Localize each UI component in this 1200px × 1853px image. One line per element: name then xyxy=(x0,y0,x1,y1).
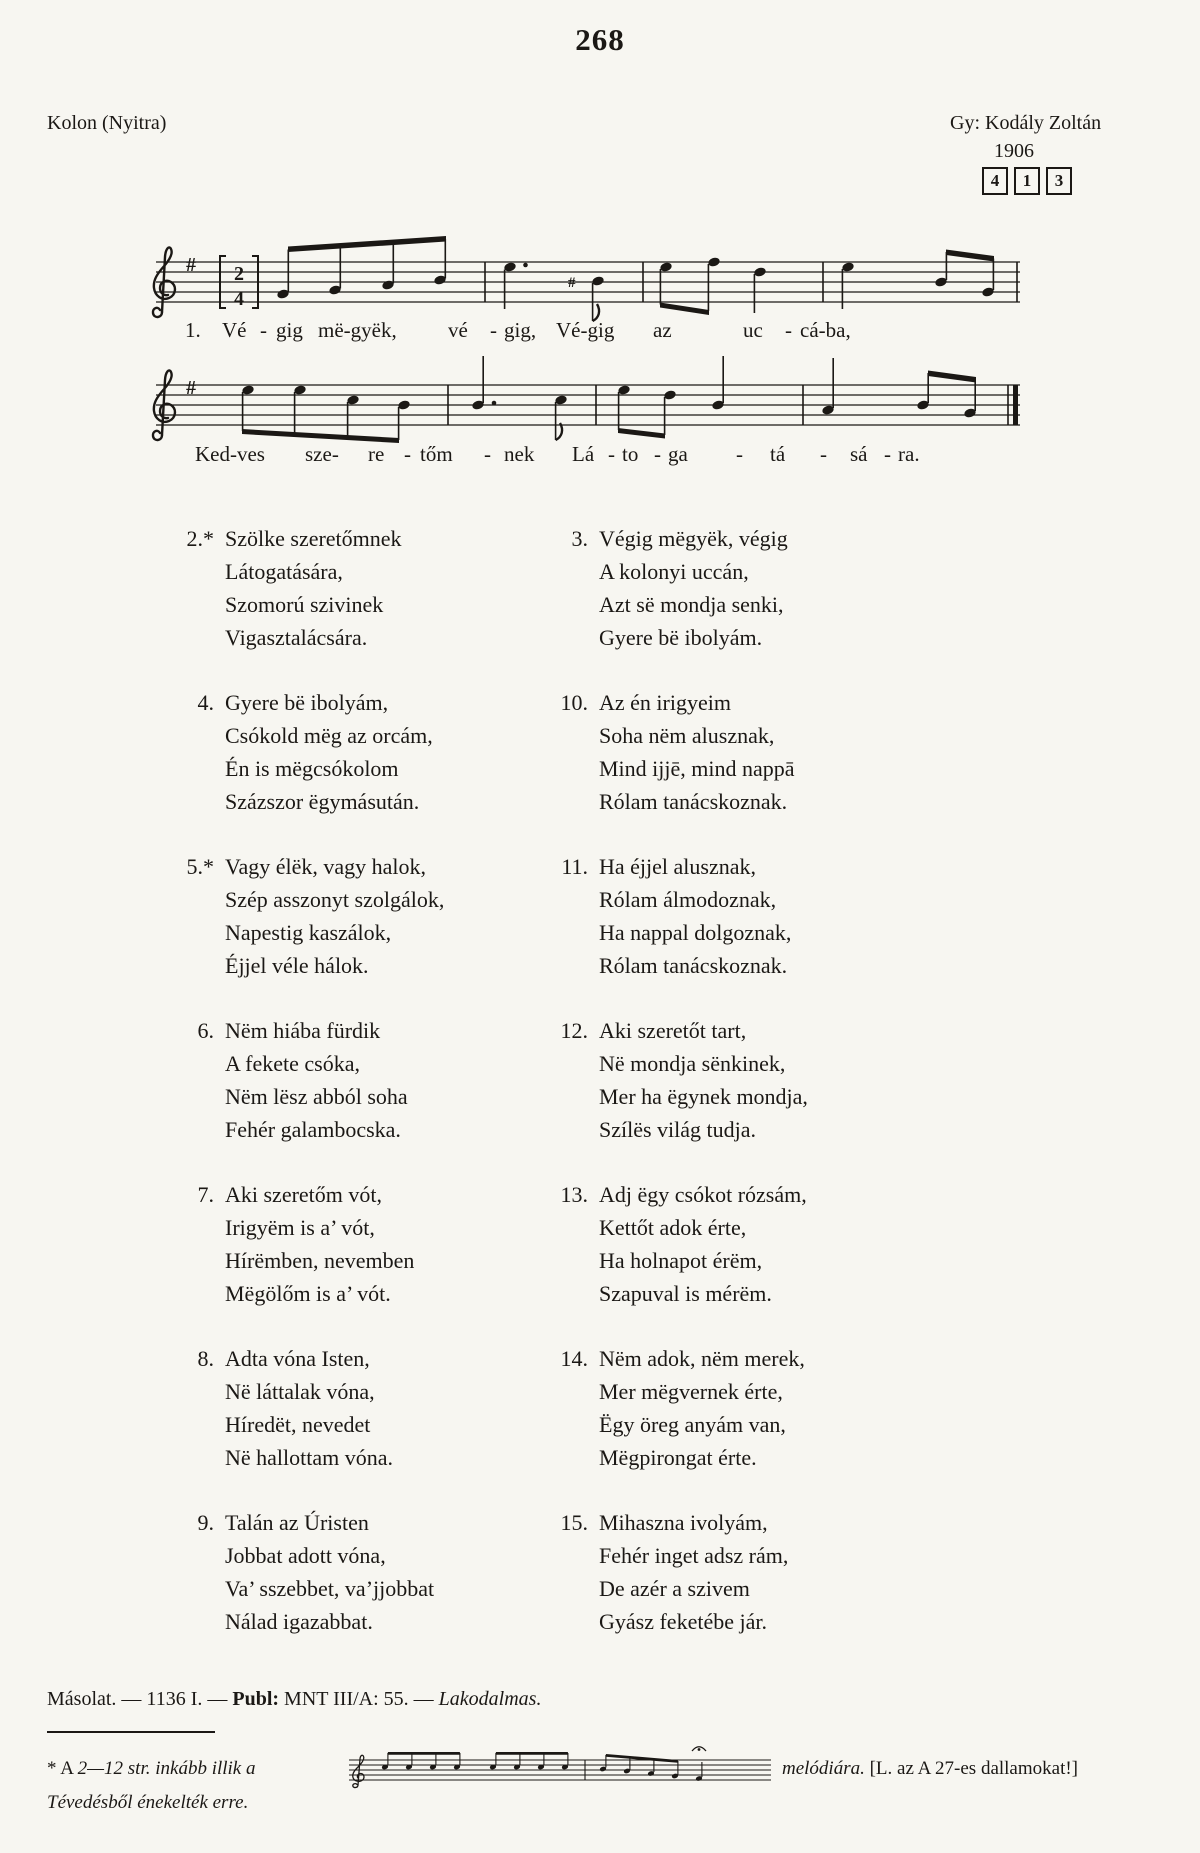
verse-line: Hírëmben, nevemben xyxy=(225,1248,415,1273)
verse-line: Éjjel véle hálok. xyxy=(225,953,369,978)
lyric-syllable: az xyxy=(653,318,672,342)
verse-text xyxy=(599,686,795,818)
verse-line: Az én irigyeim xyxy=(599,690,731,715)
lyrics-line-2 xyxy=(148,442,1048,470)
verse-block xyxy=(170,1014,540,1146)
verse-block xyxy=(544,1014,984,1146)
verse-line: Vigasztalácsára. xyxy=(225,625,368,650)
verse-line: Adj ëgy csókot rózsám, xyxy=(599,1182,807,1207)
verse-line: Vagy élëk, vagy halok, xyxy=(225,854,426,879)
verse-line: Szílës világ tudja. xyxy=(599,1117,757,1142)
verse-text xyxy=(225,522,402,654)
verse-number: 7. xyxy=(197,1182,214,1207)
verse-line: Nálad igazabbat. xyxy=(225,1609,373,1634)
footnote-music-staff xyxy=(345,1740,775,1806)
lyric-syllable: - xyxy=(820,442,827,466)
verse-line: Aki szeretőt tart, xyxy=(599,1018,747,1043)
verse-line: Százszor ëgymásután. xyxy=(225,789,420,814)
verse-text xyxy=(225,1506,434,1638)
verse-number: 2.* xyxy=(186,526,214,551)
verse-line: Gyász feketébe jár. xyxy=(599,1609,767,1634)
verse-line: Szép asszonyt szolgálok, xyxy=(225,887,445,912)
verse-text xyxy=(225,686,433,818)
lyric-syllable: - xyxy=(490,318,497,342)
verse-line: A fekete csóka, xyxy=(225,1051,360,1076)
verse-text xyxy=(599,850,791,982)
verse-line: A kolonyi uccán, xyxy=(599,559,749,584)
lyric-syllable: - xyxy=(785,318,792,342)
verse-block xyxy=(544,686,984,818)
verse-line: Ha holnapot érëm, xyxy=(599,1248,763,1273)
stems-barlines xyxy=(288,239,1017,321)
verse-line: Rólam tanácskoznak. xyxy=(599,953,788,978)
source-segment: Publ: xyxy=(232,1688,280,1710)
verse-block xyxy=(544,1342,984,1474)
footnote-rule xyxy=(47,1731,215,1733)
code-box: 4 xyxy=(982,167,1008,195)
verse-line: Mer mëgvernek érte, xyxy=(599,1379,783,1404)
code-box: 1 xyxy=(1014,167,1040,195)
verse-line: Va’ sszebbet, va’jjobbat xyxy=(225,1576,435,1601)
verse-line: Nëm adok, nëm merek, xyxy=(599,1346,805,1371)
lyric-syllable: - xyxy=(884,442,891,466)
svg-text:2: 2 xyxy=(234,263,244,285)
verse-block xyxy=(170,686,540,818)
verse-line: Azt së mondja senki, xyxy=(599,592,784,617)
code-box: 3 xyxy=(1046,167,1072,195)
lyric-syllable: Vé xyxy=(222,318,247,342)
verse-line: Ha nappal dolgoznak, xyxy=(599,920,792,945)
verse-line: Híredët, nevedet xyxy=(225,1412,371,1437)
key-sharp-icon: # xyxy=(186,254,196,276)
verse-line: Én is mëgcsókolom xyxy=(225,756,399,781)
source-segment: MNT III/A: 55. — xyxy=(279,1688,439,1710)
verse-line: Mëgölőm is a’ vót. xyxy=(225,1281,391,1306)
verse-block xyxy=(544,1178,984,1310)
verse-text xyxy=(225,850,444,982)
footnote-line-2: Tévedésből énekelték erre. xyxy=(47,1792,249,1813)
verse-block xyxy=(170,850,540,982)
lyric-syllable: ga xyxy=(668,442,688,466)
lyric-syllable: tőm xyxy=(420,442,453,466)
notes xyxy=(276,236,995,315)
lyric-syllable: tá xyxy=(770,442,786,466)
verse-number: 12. xyxy=(560,1018,588,1043)
verse-line: De azér a szivem xyxy=(599,1576,750,1601)
lyric-syllable: ra. xyxy=(898,442,920,466)
svg-text:4: 4 xyxy=(234,288,244,310)
footnote-text-pre: * A 2—12 str. inkább illik a xyxy=(47,1758,256,1779)
key-sharp-icon: # xyxy=(186,377,196,399)
verse-line: Fehér inget adsz rám, xyxy=(599,1543,789,1568)
verse-line: Në mondja sënkinek, xyxy=(599,1051,786,1076)
verse-line: Adta vóna Isten, xyxy=(225,1346,370,1371)
verse-line: Mind ijjē, mind nappā xyxy=(599,756,795,781)
verse-line: Nëm lësz abból soha xyxy=(225,1084,408,1109)
collector-block xyxy=(950,112,1170,195)
verse-text xyxy=(599,1506,788,1638)
verse-line: Aki szeretőm vót, xyxy=(225,1182,383,1207)
verse-line: Mer ha ëgynek mondja, xyxy=(599,1084,808,1109)
lyric-syllable: - xyxy=(484,442,491,466)
verse-line: Irigyëm is a’ vót, xyxy=(225,1215,375,1240)
verse-block xyxy=(544,522,984,654)
lyric-syllable: nek xyxy=(504,442,535,466)
verse-line: Végig mëgyëk, végig xyxy=(599,526,788,551)
lyric-syllable: - xyxy=(608,442,615,466)
verse-number: 5.* xyxy=(186,854,214,879)
lyric-syllable: re xyxy=(368,442,385,466)
verse-line: Mihaszna ivolyám, xyxy=(599,1510,768,1535)
verse-block xyxy=(170,1506,540,1638)
verse-line: Gyere bë ibolyám, xyxy=(225,690,389,715)
lyric-syllable: cá-ba, xyxy=(800,318,851,342)
verses-left-column xyxy=(170,522,540,1670)
verse-line: Në hallottam vóna. xyxy=(225,1445,394,1470)
verse-number: 9. xyxy=(197,1510,214,1535)
verse-line: Ëgy öreg anyám van, xyxy=(599,1412,786,1437)
lyric-syllable: sá xyxy=(850,442,868,466)
verse-number: 15. xyxy=(560,1510,588,1535)
verse-line: Soha nëm alusznak, xyxy=(599,723,775,748)
verse-number: 4. xyxy=(197,690,214,715)
verse-line: Kettőt adok érte, xyxy=(599,1215,747,1240)
verse-block xyxy=(170,1178,540,1310)
verse-line: Nëm hiába fürdik xyxy=(225,1018,381,1043)
lyric-syllable: - xyxy=(260,318,267,342)
lyric-syllable: gig, xyxy=(504,318,537,342)
verse-line: Szölke szeretőmnek xyxy=(225,526,402,551)
verse-line: Rólam tanácskoznak. xyxy=(599,789,788,814)
verse-line: Fehér galambocska. xyxy=(225,1117,401,1142)
verse-line: Gyere bë ibolyám. xyxy=(599,625,763,650)
source-line xyxy=(47,1688,541,1711)
lyric-syllable: to xyxy=(622,442,639,466)
verse-line: Mëgpirongat érte. xyxy=(599,1445,757,1470)
lyric-syllable: Lá xyxy=(572,442,595,466)
verse-text xyxy=(599,1178,807,1310)
verse-number: 8. xyxy=(197,1346,214,1371)
lyric-syllable: vé xyxy=(448,318,468,342)
verse-block xyxy=(170,522,540,654)
lyric-syllable: Ked-ves xyxy=(195,442,265,466)
lyric-syllable: sze- xyxy=(305,442,339,466)
notes xyxy=(241,371,1018,444)
collector: Gy: Kodály Zoltán xyxy=(950,112,1102,134)
lyric-syllable: më-gyëk, xyxy=(318,318,397,342)
verse-text xyxy=(225,1014,408,1146)
lyric-syllable: Vé-gig xyxy=(556,318,615,342)
verse-line: Në láttalak vóna, xyxy=(225,1379,375,1404)
verse-number: 13. xyxy=(560,1182,588,1207)
code-boxes xyxy=(982,167,1170,195)
verse-line: Talán az Úristen xyxy=(225,1510,369,1535)
verse-line: Csókold mëg az orcám, xyxy=(225,723,433,748)
lyrics-line-1 xyxy=(148,318,1048,346)
verse-text xyxy=(599,522,788,654)
lyric-syllable: 1. xyxy=(185,318,201,342)
verse-line: Jobbat adott vóna, xyxy=(225,1543,386,1568)
staff-lines xyxy=(156,385,1020,425)
collection-year: 1906 xyxy=(994,140,1034,162)
verse-block xyxy=(544,1506,984,1638)
verse-line: Ha éjjel alusznak, xyxy=(599,854,756,879)
lyric-syllable: - xyxy=(654,442,661,466)
sharp-icon: # xyxy=(568,275,576,291)
verse-line: Szapuval is mérëm. xyxy=(599,1281,772,1306)
lyric-syllable: - xyxy=(736,442,743,466)
verse-number: 14. xyxy=(560,1346,588,1371)
verse-block xyxy=(544,850,984,982)
verse-line: Napestig kaszálok, xyxy=(225,920,392,945)
verse-number: 3. xyxy=(571,526,588,551)
lyric-syllable: - xyxy=(404,442,411,466)
verse-line: Látogatására, xyxy=(225,559,343,584)
verse-block xyxy=(170,1342,540,1474)
verses-right-column xyxy=(544,522,984,1670)
lyric-syllable: gig xyxy=(276,318,303,342)
footnote-text-post: melódiára. [L. az A 27-es dallamokat!] xyxy=(782,1758,1079,1779)
verse-text xyxy=(225,1178,414,1310)
verse-number: 6. xyxy=(197,1018,214,1043)
verse-number: 11. xyxy=(561,854,588,879)
verse-text xyxy=(225,1342,393,1474)
verse-number: 10. xyxy=(560,690,588,715)
verse-line: Rólam álmodoznak, xyxy=(599,887,777,912)
verse-text xyxy=(599,1014,808,1146)
location: Kolon (Nyitra) xyxy=(47,112,167,134)
verse-text xyxy=(599,1342,805,1474)
lyric-syllable: uc xyxy=(743,318,763,342)
verse-line: Szomorú szivinek xyxy=(225,592,384,617)
source-segment: Lakodalmas. xyxy=(438,1688,542,1710)
page-number: 268 xyxy=(575,22,625,57)
source-segment: Másolat. — 1136 I. — xyxy=(47,1688,233,1710)
